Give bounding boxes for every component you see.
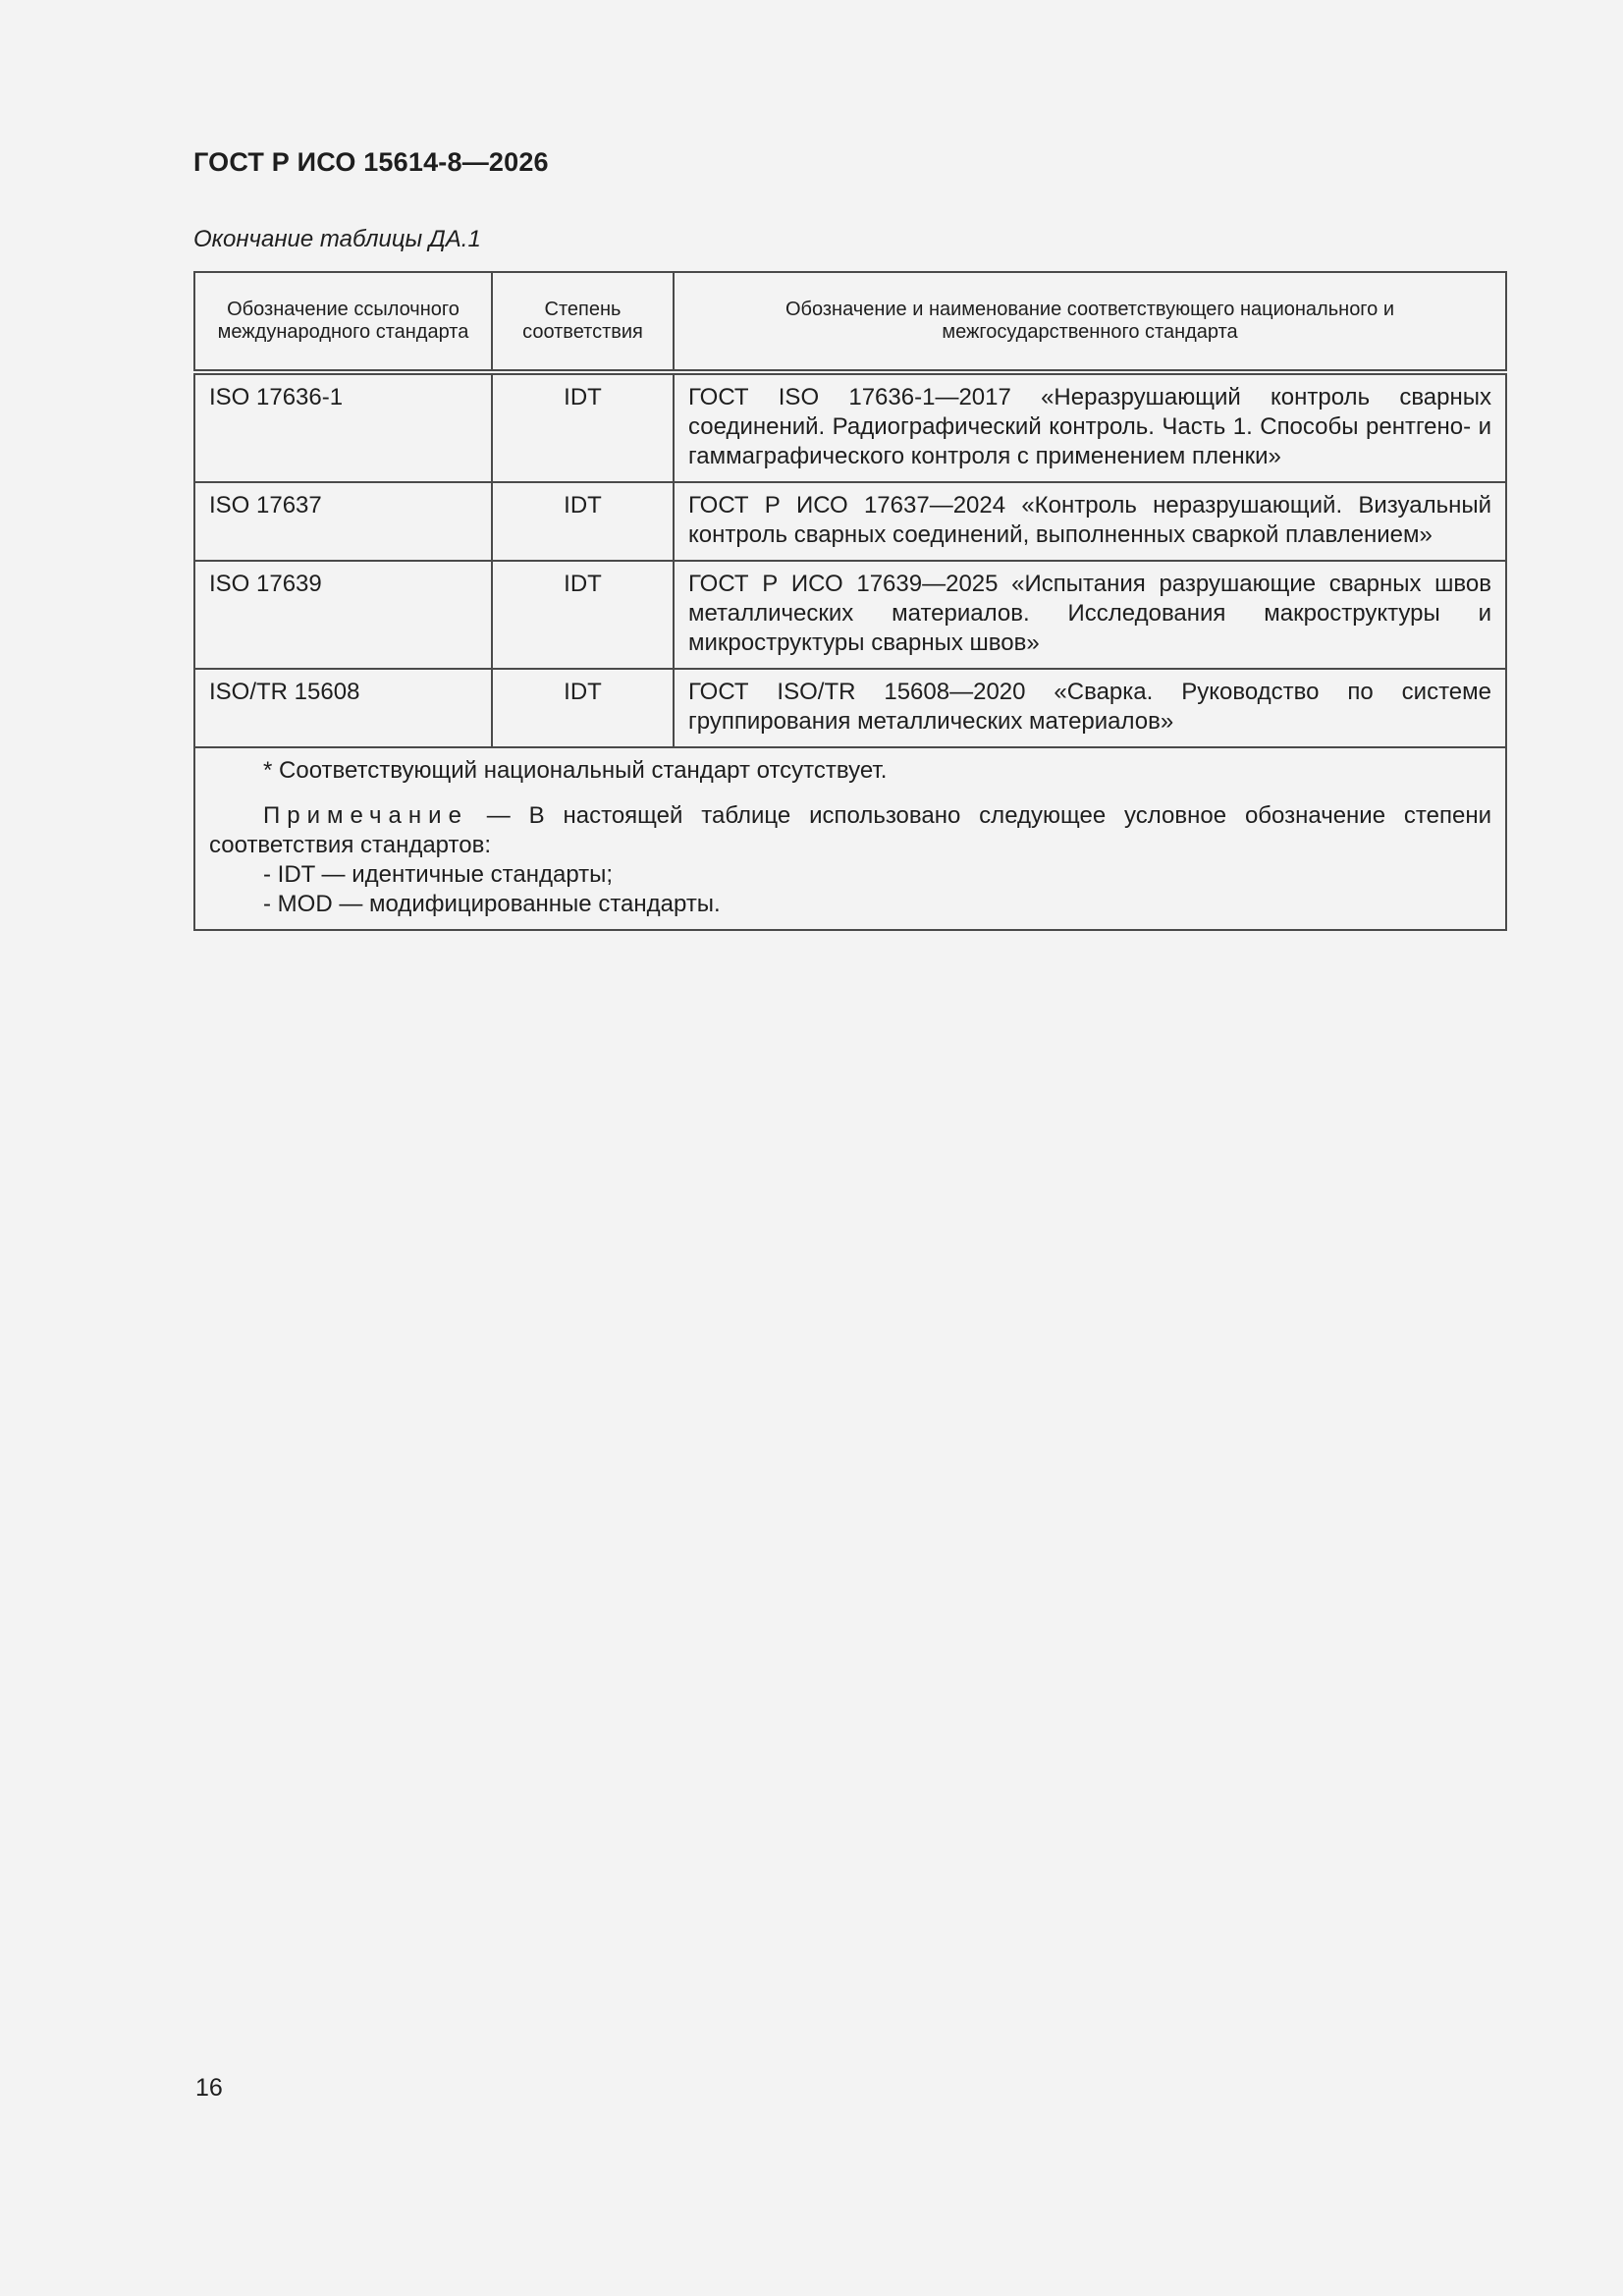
table-note [209,801,1491,860]
column-header-national-standard: Обозначение и наименование соответствующего национального и межгосударственного стандарта [674,272,1506,372]
table-row [194,669,1506,747]
note-list [209,860,1491,919]
page-number: 16 [195,2074,223,2102]
table-row [194,372,1506,482]
table-caption: Окончание таблицы ДА.1 [193,226,481,252]
table-notes-cell [194,747,1506,930]
international-standard-code: ISO 17636-1 [194,372,492,482]
column-header-international-standard: Обозначение ссылочного международного стандарта [194,272,492,372]
table-row [194,482,1506,561]
table-row [194,561,1506,669]
degree-of-correspondence: IDT [492,669,674,747]
national-standard-title: ГОСТ Р ИСО 17637—2024 «Контроль неразрушающий. Визуальный контроль сварных соединений, выполненных сваркой плавлением» [674,482,1506,561]
note-list-item: - IDT — идентичные стандарты; [263,861,614,888]
national-standard-title: ГОСТ Р ИСО 17639—2025 «Испытания разрушающие сварных швов металлических материалов. Исследования макроструктуры и микроструктуры сварных швов» [674,561,1506,669]
note-label: Примечание [263,802,468,829]
national-standard-title: ГОСТ ISO 17636-1—2017 «Неразрушающий контроль сварных соединений. Радиографический контроль. Часть 1. Способы рентгено- и гаммаграфического контроля с применением пленки» [674,372,1506,482]
table-header-row [194,272,1506,372]
note-list-item: - MOD — модифицированные стандарты. [263,891,721,917]
document-header: ГОСТ Р ИСО 15614-8—2026 [193,147,549,177]
international-standard-code: ISO 17637 [194,482,492,561]
note-text: — В настоящей таблице использовано следующее условное обозначение степени соответствия стандартов: [209,802,1491,858]
table-footnote: * Соответствующий национальный стандарт отсутствует. [263,757,888,784]
degree-of-correspondence: IDT [492,482,674,561]
international-standard-code: ISO 17639 [194,561,492,669]
degree-of-correspondence: IDT [492,561,674,669]
column-header-degree: Степень соответствия [492,272,674,372]
national-standard-title: ГОСТ ISO/TR 15608—2020 «Сварка. Руководство по системе группирования металлических материалов» [674,669,1506,747]
international-standard-code: ISO/TR 15608 [194,669,492,747]
standards-correspondence-table [193,271,1507,931]
degree-of-correspondence: IDT [492,372,674,482]
table-footer-row [194,747,1506,930]
